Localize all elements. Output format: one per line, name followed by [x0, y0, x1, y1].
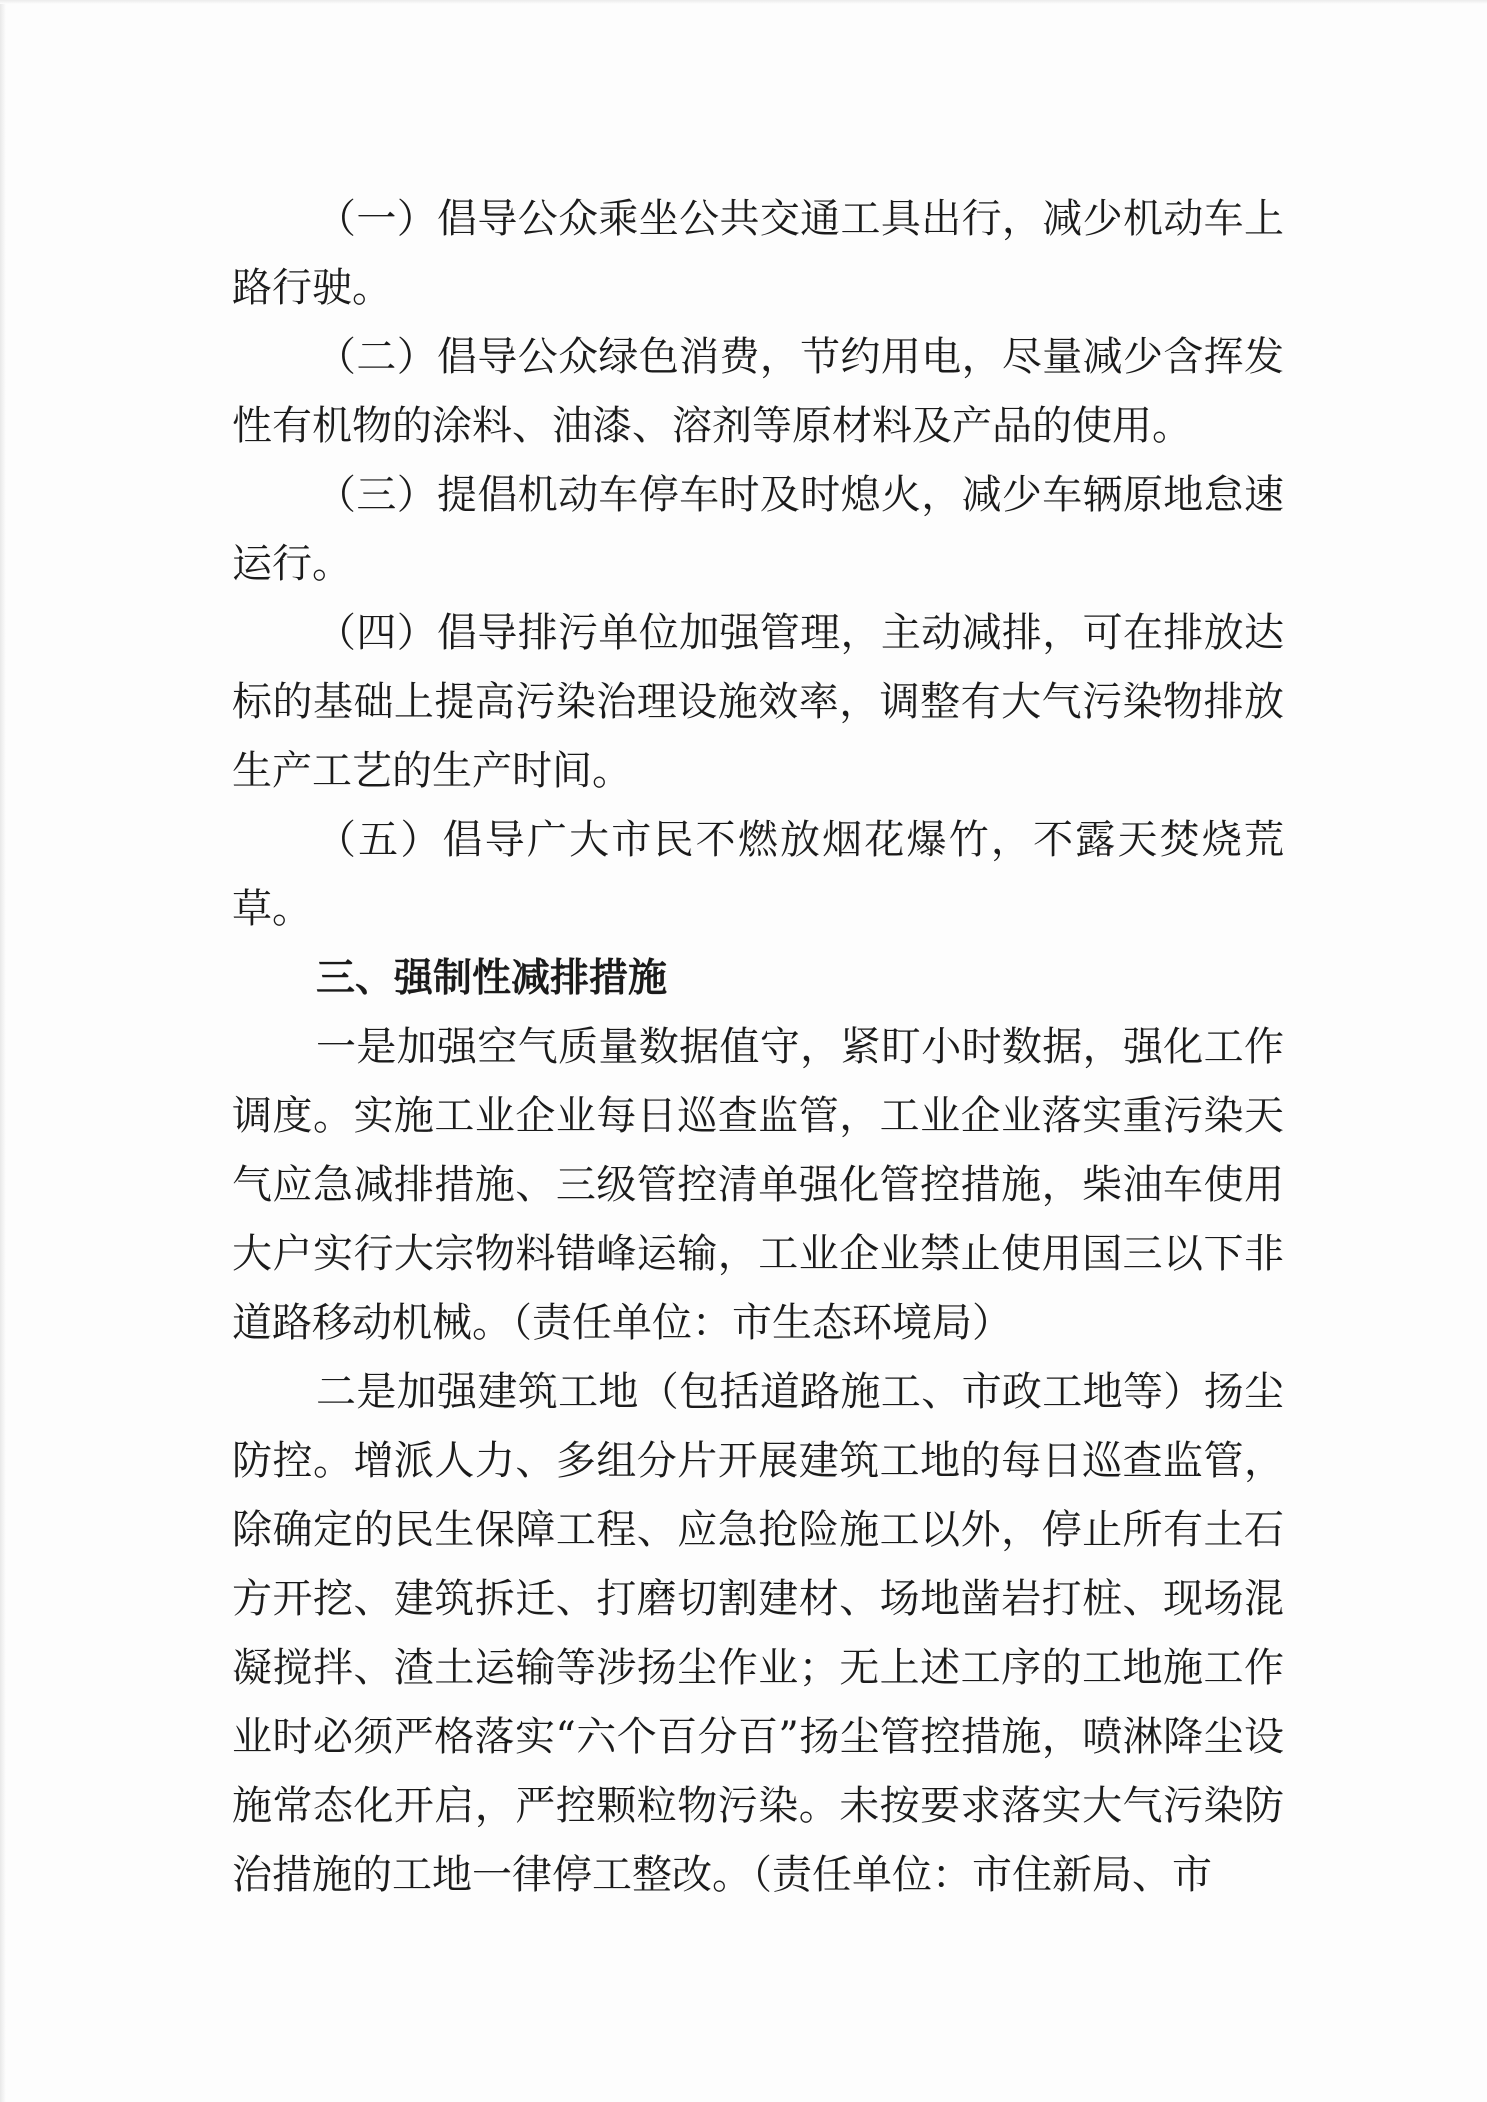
scan-edge-top	[0, 0, 1487, 4]
paragraph-engine-idling: （三）提倡机动车停车时及时熄火，减少车辆原地怠速运行。	[232, 472, 1284, 587]
document-body	[232, 185, 1284, 1910]
paragraph-fireworks: （五）倡导广大市民不燃放烟花爆竹，不露天焚烧荒草。	[232, 817, 1284, 932]
paragraph-public-transport: （一）倡导公众乘坐公共交通工具出行，减少机动车上路行驶。	[232, 196, 1284, 311]
paragraph-air-quality-monitoring: 一是加强空气质量数据值守，紧盯小时数据，强化工作调度。实施工业企业每日巡查监管，工业企业落实重污染天气应急减排措施、三级管控清单强化管控措施，柴油车使用大户实行大宗物料错峰运输，工业企业禁止使用国三以下非道路移动机械。（责任单位：市生态环境局）	[232, 1024, 1284, 1346]
section-heading-mandatory-measures: 三、强制性减排措施	[316, 956, 668, 1001]
scan-edge-left	[0, 0, 6, 2102]
paragraph-emission-units: （四）倡导排污单位加强管理，主动减排，可在排放达标的基础上提高污染治理设施效率，调整有大气污染物排放生产工艺的生产时间。	[232, 610, 1284, 794]
paragraph-construction-dust-control: 二是加强建筑工地（包括道路施工、市政工地等）扬尘防控。增派人力、多组分片开展建筑工地的每日巡查监管，除确定的民生保障工程、应急抢险施工以外，停止所有土石方开挖、建筑拆迁、打磨切割建材、场地凿岩打桩、现场混凝搅拌、渣土运输等涉扬尘作业；无上述工序的工地施工作业时必须严格落实“六个百分百”扬尘管控措施，喷淋降尘设施常态化开启，严控颗粒物污染。未按要求落实大气污染防治措施的工地一律停工整改。（责任单位：市住新局、市	[232, 1369, 1284, 1898]
paragraph-green-consumption: （二）倡导公众绿色消费，节约用电，尽量减少含挥发性有机物的涂料、油漆、溶剂等原材料及产品的使用。	[232, 334, 1284, 449]
